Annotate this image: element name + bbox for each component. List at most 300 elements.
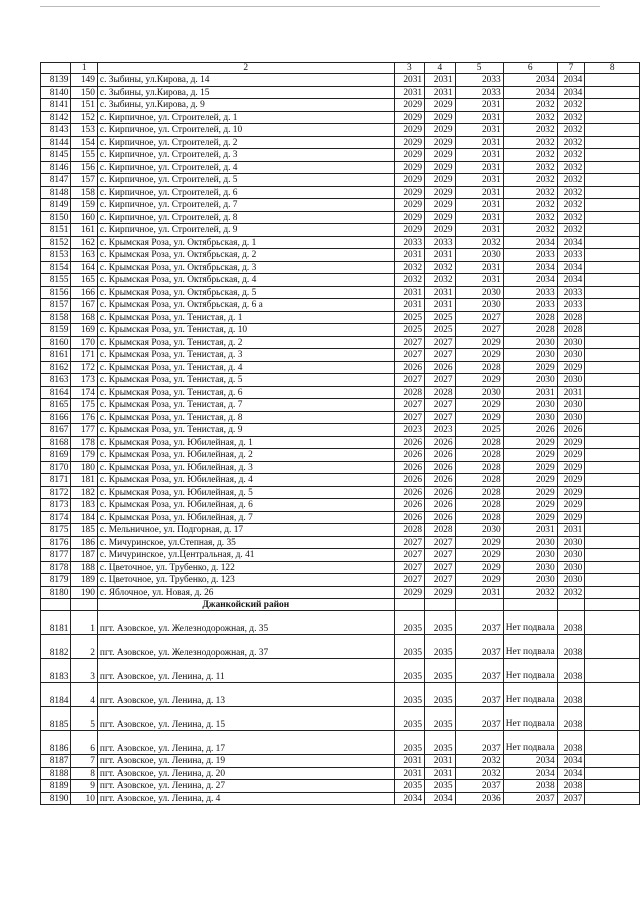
cell-col-3: 2029 [394, 186, 424, 199]
cell-col-5: 2031 [455, 261, 503, 274]
cell-col-8 [585, 311, 640, 324]
cell-col-3: 2027 [394, 561, 424, 574]
cell-col-2: с. Зыбины, ул.Кирова, д. 9 [97, 99, 394, 112]
cell-col-2: с. Крымская Роза, ул. Тенистая, д. 8 [97, 411, 394, 424]
table-row [41, 86, 640, 99]
cell-col-1: 179 [71, 449, 97, 462]
no-basement-note: Нет подвала [503, 659, 557, 683]
table-row [41, 261, 640, 274]
cell-col-5: 2027 [455, 324, 503, 337]
cell-col-1: 171 [71, 349, 97, 362]
cell-col-6: 2030 [503, 574, 557, 587]
cell-col-6: 2032 [503, 586, 557, 599]
cell-col-6: 2030 [503, 374, 557, 387]
cell-col-2: с. Крымская Роза, ул. Октябрьская, д. 1 [97, 236, 394, 249]
cell-col-4: 2031 [425, 249, 455, 262]
table-row [41, 99, 640, 112]
table-row [41, 731, 640, 755]
table-row [41, 574, 640, 587]
blank-cell [585, 599, 640, 611]
cell-col-0: 8165 [41, 399, 71, 412]
cell-col-5: 2030 [455, 524, 503, 537]
cell-col-1: 163 [71, 249, 97, 262]
table-row [41, 361, 640, 374]
no-basement-note: Нет подвала [503, 707, 557, 731]
cell-col-8 [585, 755, 640, 768]
cell-col-2: с. Кирпичное, ул. Строителей, д. 1 [97, 111, 394, 124]
cell-col-8 [585, 286, 640, 299]
cell-col-2: пгт. Азовское, ул. Ленина, д. 13 [97, 683, 394, 707]
cell-col-6: 2026 [503, 424, 557, 437]
cell-col-5: 2030 [455, 249, 503, 262]
cell-col-7: 2032 [557, 136, 585, 149]
cell-col-1: 149 [71, 74, 97, 87]
table-row [41, 199, 640, 212]
cell-col-1: 185 [71, 524, 97, 537]
cell-col-8 [585, 136, 640, 149]
cell-col-1: 162 [71, 236, 97, 249]
cell-col-6: 2029 [503, 436, 557, 449]
table-row [41, 524, 640, 537]
cell-col-2: с. Крымская Роза, ул. Тенистая, д. 9 [97, 424, 394, 437]
cell-col-6: 2028 [503, 311, 557, 324]
cell-col-2: с. Кирпичное, ул. Строителей, д. 10 [97, 124, 394, 137]
cell-col-0: 8174 [41, 511, 71, 524]
cell-col-2: с. Крымская Роза, ул. Юбилейная, д. 6 [97, 499, 394, 512]
table-row [41, 399, 640, 412]
table-row [41, 299, 640, 312]
cell-col-1: 181 [71, 474, 97, 487]
cell-col-4: 2028 [425, 386, 455, 399]
cell-col-3: 2023 [394, 424, 424, 437]
cell-col-1: 172 [71, 361, 97, 374]
table-row [41, 374, 640, 387]
cell-col-2: с. Крымская Роза, ул. Юбилейная, д. 3 [97, 461, 394, 474]
cell-col-4: 2029 [425, 186, 455, 199]
cell-col-0 [41, 63, 71, 74]
cell-col-7: 2038 [557, 731, 585, 755]
cell-col-3: 2027 [394, 536, 424, 549]
cell-col-7: 2029 [557, 461, 585, 474]
table-row [41, 659, 640, 683]
cell-col-4: 2027 [425, 574, 455, 587]
cell-col-0: 8146 [41, 161, 71, 174]
cell-col-5: 2031 [455, 586, 503, 599]
cell-col-7: 2030 [557, 574, 585, 587]
cell-col-1: 182 [71, 486, 97, 499]
cell-col-8 [585, 574, 640, 587]
cell-col-1: 1 [71, 63, 97, 74]
cell-col-7: 2029 [557, 361, 585, 374]
cell-col-4: 2027 [425, 536, 455, 549]
cell-col-5: 2031 [455, 99, 503, 112]
cell-col-6: 2034 [503, 261, 557, 274]
cell-col-6: 2030 [503, 399, 557, 412]
blank-cell [557, 599, 585, 611]
cell-col-2: 2 [97, 63, 394, 74]
cell-col-8 [585, 536, 640, 549]
cell-col-7: 2030 [557, 374, 585, 387]
cell-col-6: 2033 [503, 249, 557, 262]
cell-col-0: 8167 [41, 424, 71, 437]
cell-col-2: с. Крымская Роза, ул. Октябрьская, д. 3 [97, 261, 394, 274]
section-row [41, 599, 640, 611]
cell-col-6: 2032 [503, 174, 557, 187]
cell-col-3: 2031 [394, 86, 424, 99]
cell-col-3: 2031 [394, 249, 424, 262]
cell-col-4: 2027 [425, 349, 455, 362]
cell-col-4: 2035 [425, 707, 455, 731]
cell-col-7: 2038 [557, 659, 585, 683]
cell-col-5: 2031 [455, 161, 503, 174]
cell-col-7: 2030 [557, 336, 585, 349]
cell-col-1: 154 [71, 136, 97, 149]
cell-col-2: с. Крымская Роза, ул. Октябрьская, д. 4 [97, 274, 394, 287]
cell-col-1: 4 [71, 683, 97, 707]
cell-col-3: 2035 [394, 683, 424, 707]
cell-col-1: 5 [71, 707, 97, 731]
cell-col-8 [585, 683, 640, 707]
blank-cell [503, 599, 557, 611]
cell-col-0: 8161 [41, 349, 71, 362]
cell-col-3: 3 [394, 63, 424, 74]
cell-col-0: 8168 [41, 436, 71, 449]
cell-col-0: 8149 [41, 199, 71, 212]
cell-col-4: 2031 [425, 74, 455, 87]
cell-col-7: 2032 [557, 224, 585, 237]
cell-col-0: 8153 [41, 249, 71, 262]
table-row [41, 424, 640, 437]
table-row [41, 511, 640, 524]
table-row [41, 561, 640, 574]
cell-col-1: 156 [71, 161, 97, 174]
cell-col-2: с. Крымская Роза, ул. Октябрьская, д. 6 а [97, 299, 394, 312]
cell-col-0: 8164 [41, 386, 71, 399]
cell-col-4: 2031 [425, 86, 455, 99]
cell-col-8 [585, 74, 640, 87]
cell-col-5: 2028 [455, 486, 503, 499]
cell-col-3: 2028 [394, 386, 424, 399]
cell-col-7: 2032 [557, 99, 585, 112]
cell-col-8 [585, 586, 640, 599]
cell-col-0: 8176 [41, 536, 71, 549]
cell-col-0: 8181 [41, 611, 71, 635]
blank-cell [425, 599, 455, 611]
cell-col-0: 8147 [41, 174, 71, 187]
cell-col-4: 2029 [425, 149, 455, 162]
cell-col-2: с. Кирпичное, ул. Строителей, д. 3 [97, 149, 394, 162]
cell-col-0: 8151 [41, 224, 71, 237]
cell-col-8: 8 [585, 63, 640, 74]
cell-col-3: 2032 [394, 261, 424, 274]
cell-col-8 [585, 707, 640, 731]
cell-col-3: 2029 [394, 149, 424, 162]
cell-col-3: 2026 [394, 511, 424, 524]
cell-col-7: 2034 [557, 74, 585, 87]
cell-col-2: пгт. Азовское, ул. Железнодорожная, д. 37 [97, 635, 394, 659]
cell-col-5: 2031 [455, 111, 503, 124]
cell-col-6: 2034 [503, 74, 557, 87]
table-row [41, 792, 640, 805]
cell-col-5: 2029 [455, 549, 503, 562]
section-title: Джанкойский район [97, 599, 394, 611]
table-row [41, 436, 640, 449]
header-row [41, 63, 640, 74]
cell-col-0: 8145 [41, 149, 71, 162]
cell-col-0: 8177 [41, 549, 71, 562]
cell-col-5: 2029 [455, 336, 503, 349]
cell-col-2: с. Зыбины, ул.Кирова, д. 15 [97, 86, 394, 99]
cell-col-0: 8171 [41, 474, 71, 487]
no-basement-note: Нет подвала [503, 635, 557, 659]
table-row [41, 224, 640, 237]
cell-col-8 [585, 199, 640, 212]
cell-col-4: 2026 [425, 361, 455, 374]
cell-col-2: с. Крымская Роза, ул. Тенистая, д. 10 [97, 324, 394, 337]
cell-col-4: 2029 [425, 224, 455, 237]
cell-col-8 [585, 111, 640, 124]
cell-col-8 [585, 659, 640, 683]
table-row [41, 586, 640, 599]
cell-col-2: с. Кирпичное, ул. Строителей, д. 5 [97, 174, 394, 187]
cell-col-0: 8178 [41, 561, 71, 574]
cell-col-0: 8187 [41, 755, 71, 768]
cell-col-4: 2026 [425, 486, 455, 499]
cell-col-6: 2030 [503, 349, 557, 362]
cell-col-2: с. Цветочное, ул. Трубенко, д. 122 [97, 561, 394, 574]
cell-col-0: 8188 [41, 767, 71, 780]
cell-col-7: 2034 [557, 236, 585, 249]
cell-col-5: 2037 [455, 659, 503, 683]
cell-col-3: 2027 [394, 549, 424, 562]
cell-col-7: 2032 [557, 211, 585, 224]
table-row [41, 186, 640, 199]
cell-col-5: 2029 [455, 374, 503, 387]
cell-col-6: 2034 [503, 755, 557, 768]
cell-col-3: 2025 [394, 324, 424, 337]
cell-col-4: 2029 [425, 136, 455, 149]
table-row [41, 286, 640, 299]
cell-col-3: 2026 [394, 486, 424, 499]
cell-col-4: 2027 [425, 549, 455, 562]
cell-col-2: с. Яблочное, ул. Новая, д. 26 [97, 586, 394, 599]
cell-col-0: 8162 [41, 361, 71, 374]
cell-col-3: 2033 [394, 236, 424, 249]
cell-col-8 [585, 399, 640, 412]
cell-col-1: 168 [71, 311, 97, 324]
cell-col-0: 8156 [41, 286, 71, 299]
cell-col-7: 2032 [557, 174, 585, 187]
cell-col-7: 2029 [557, 436, 585, 449]
cell-col-0: 8148 [41, 186, 71, 199]
cell-col-5: 2031 [455, 136, 503, 149]
table-row [41, 311, 640, 324]
cell-col-0: 8169 [41, 449, 71, 462]
table-row [41, 74, 640, 87]
cell-col-4: 2026 [425, 449, 455, 462]
cell-col-3: 2026 [394, 474, 424, 487]
cell-col-1: 1 [71, 611, 97, 635]
cell-col-6: 2032 [503, 136, 557, 149]
cell-col-0: 8155 [41, 274, 71, 287]
table-row [41, 549, 640, 562]
cell-col-4: 2032 [425, 261, 455, 274]
cell-col-8 [585, 211, 640, 224]
cell-col-4: 2027 [425, 399, 455, 412]
cell-col-1: 151 [71, 99, 97, 112]
cell-col-0: 8154 [41, 261, 71, 274]
cell-col-8 [585, 511, 640, 524]
cell-col-5: 2032 [455, 767, 503, 780]
cell-col-0: 8184 [41, 683, 71, 707]
cell-col-6: 2038 [503, 780, 557, 793]
cell-col-2: с. Кирпичное, ул. Строителей, д. 7 [97, 199, 394, 212]
cell-col-8 [585, 486, 640, 499]
cell-col-6: 2032 [503, 186, 557, 199]
cell-col-6: 6 [503, 63, 557, 74]
cell-col-2: с. Цветочное, ул. Трубенко, д. 123 [97, 574, 394, 587]
cell-col-6: 2032 [503, 199, 557, 212]
cell-col-4: 2035 [425, 659, 455, 683]
cell-col-5: 2032 [455, 236, 503, 249]
cell-col-8 [585, 386, 640, 399]
cell-col-2: с. Крымская Роза, ул. Юбилейная, д. 5 [97, 486, 394, 499]
cell-col-5: 2032 [455, 755, 503, 768]
cell-col-5: 2031 [455, 186, 503, 199]
cell-col-4: 4 [425, 63, 455, 74]
cell-col-2: пгт. Азовское, ул. Ленина, д. 4 [97, 792, 394, 805]
cell-col-3: 2026 [394, 499, 424, 512]
cell-col-3: 2035 [394, 611, 424, 635]
cell-col-5: 2029 [455, 561, 503, 574]
cell-col-0: 8173 [41, 499, 71, 512]
cell-col-1: 177 [71, 424, 97, 437]
cell-col-0: 8139 [41, 74, 71, 87]
cell-col-2: с. Крымская Роза, ул. Юбилейная, д. 7 [97, 511, 394, 524]
cell-col-0: 8157 [41, 299, 71, 312]
cell-col-8 [585, 411, 640, 424]
cell-col-5: 2028 [455, 499, 503, 512]
cell-col-5: 2028 [455, 511, 503, 524]
cell-col-7: 2029 [557, 499, 585, 512]
table-row [41, 274, 640, 287]
cell-col-2: с. Крымская Роза, ул. Юбилейная, д. 1 [97, 436, 394, 449]
cell-col-3: 2035 [394, 659, 424, 683]
cell-col-8 [585, 424, 640, 437]
table-row [41, 780, 640, 793]
cell-col-7: 2028 [557, 311, 585, 324]
cell-col-1: 184 [71, 511, 97, 524]
cell-col-7: 2034 [557, 767, 585, 780]
cell-col-7: 2038 [557, 707, 585, 731]
cell-col-7: 2030 [557, 399, 585, 412]
cell-col-5: 2030 [455, 299, 503, 312]
cell-col-0: 8190 [41, 792, 71, 805]
cell-col-0: 8183 [41, 659, 71, 683]
cell-col-1: 10 [71, 792, 97, 805]
cell-col-8 [585, 174, 640, 187]
cell-col-5: 2037 [455, 635, 503, 659]
cell-col-6: 2029 [503, 499, 557, 512]
cell-col-8 [585, 224, 640, 237]
cell-col-8 [585, 274, 640, 287]
cell-col-1: 165 [71, 274, 97, 287]
cell-col-0: 8186 [41, 731, 71, 755]
cell-col-5: 2031 [455, 199, 503, 212]
cell-col-3: 2032 [394, 274, 424, 287]
cell-col-5: 2037 [455, 731, 503, 755]
cell-col-2: с. Крымская Роза, ул. Октябрьская, д. 2 [97, 249, 394, 262]
no-basement-note: Нет подвала [503, 611, 557, 635]
blank-cell [71, 599, 97, 611]
cell-col-8 [585, 86, 640, 99]
cell-col-8 [585, 449, 640, 462]
cell-col-6: 2031 [503, 386, 557, 399]
cell-col-8 [585, 149, 640, 162]
cell-col-2: пгт. Азовское, ул. Ленина, д. 27 [97, 780, 394, 793]
cell-col-5: 2031 [455, 149, 503, 162]
cell-col-6: 2029 [503, 511, 557, 524]
cell-col-0: 8172 [41, 486, 71, 499]
cell-col-2: с. Кирпичное, ул. Строителей, д. 9 [97, 224, 394, 237]
cell-col-4: 2026 [425, 511, 455, 524]
cell-col-4: 2029 [425, 586, 455, 599]
cell-col-7: 2037 [557, 792, 585, 805]
cell-col-7: 2032 [557, 186, 585, 199]
cell-col-1: 180 [71, 461, 97, 474]
cell-col-4: 2027 [425, 374, 455, 387]
cell-col-2: с. Мичуринское, ул.Центральная, д. 41 [97, 549, 394, 562]
cell-col-2: с. Крымская Роза, ул. Тенистая, д. 5 [97, 374, 394, 387]
cell-col-0: 8166 [41, 411, 71, 424]
cell-col-4: 2031 [425, 767, 455, 780]
cell-col-0: 8175 [41, 524, 71, 537]
table-row [41, 755, 640, 768]
cell-col-0: 8170 [41, 461, 71, 474]
cell-col-7: 2029 [557, 511, 585, 524]
cell-col-4: 2026 [425, 474, 455, 487]
cell-col-3: 2027 [394, 349, 424, 362]
cell-col-0: 8144 [41, 136, 71, 149]
cell-col-8 [585, 186, 640, 199]
cell-col-6: 2034 [503, 274, 557, 287]
cell-col-4: 2026 [425, 499, 455, 512]
cell-col-7: 2032 [557, 161, 585, 174]
cell-col-5: 2028 [455, 436, 503, 449]
cell-col-4: 2026 [425, 436, 455, 449]
cell-col-7: 2028 [557, 324, 585, 337]
cell-col-7: 2038 [557, 683, 585, 707]
cell-col-3: 2035 [394, 707, 424, 731]
cell-col-6: 2029 [503, 474, 557, 487]
cell-col-3: 2029 [394, 174, 424, 187]
cell-col-8 [585, 780, 640, 793]
cell-col-5: 2033 [455, 74, 503, 87]
cell-col-8 [585, 374, 640, 387]
cell-col-4: 2031 [425, 299, 455, 312]
cell-col-5: 2029 [455, 574, 503, 587]
cell-col-3: 2029 [394, 211, 424, 224]
cell-col-7: 2029 [557, 449, 585, 462]
cell-col-8 [585, 436, 640, 449]
cell-col-7: 2030 [557, 349, 585, 362]
cell-col-7: 2029 [557, 474, 585, 487]
cell-col-5: 2028 [455, 461, 503, 474]
table-row [41, 635, 640, 659]
cell-col-6: 2033 [503, 286, 557, 299]
cell-col-3: 2031 [394, 755, 424, 768]
cell-col-3: 2031 [394, 299, 424, 312]
